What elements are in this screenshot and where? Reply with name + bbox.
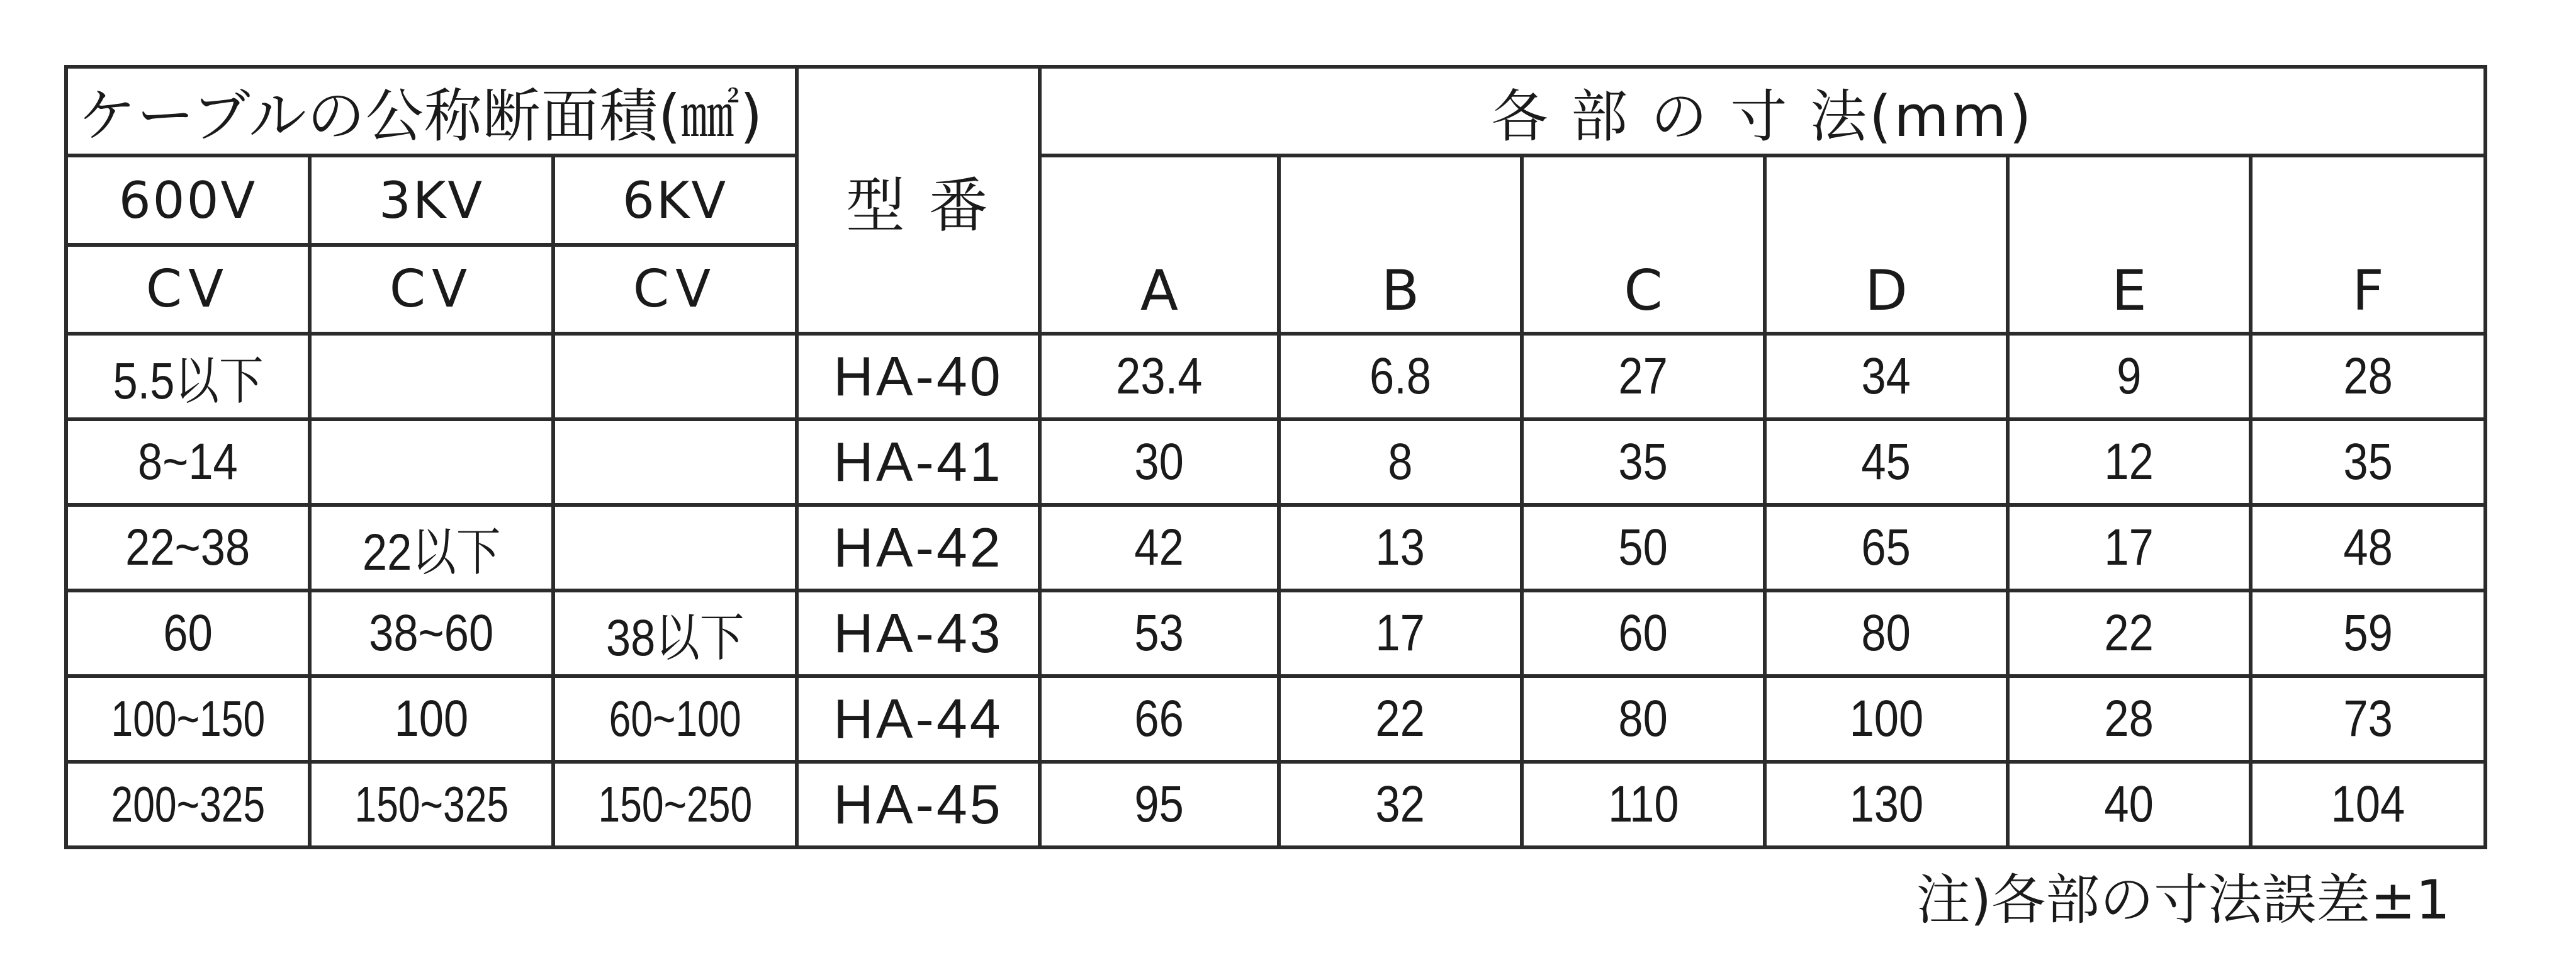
dim-col-a-header: A (1040, 155, 1279, 334)
cell-dim-a: 30 (1040, 419, 1279, 505)
cell-dim-d: 34 (1765, 334, 2008, 419)
cell-dim-c: 35 (1522, 419, 1765, 505)
cell-model: HA-45 (797, 762, 1040, 847)
cell-dim-b: 6.8 (1279, 334, 1522, 419)
cell-model: HA-41 (797, 419, 1040, 505)
cell-model: HA-44 (797, 676, 1040, 762)
cell-dim-b: 13 (1279, 505, 1522, 591)
cell-6kv: 150~250 (553, 762, 797, 847)
dim-col-f-header: F (2251, 155, 2485, 334)
tolerance-footnote: 注)各部の寸法誤差±1 (1916, 869, 2450, 932)
cell-dim-a: 23.4 (1040, 334, 1279, 419)
cell-dim-a: 66 (1040, 676, 1279, 762)
cell-dim-e: 9 (2008, 334, 2251, 419)
table-row (66, 676, 2485, 762)
voltage-6kv-header: 6KV (553, 155, 797, 245)
cell-600v: 22~38 (66, 505, 310, 591)
cell-3kv (310, 419, 553, 505)
cell-600v: 100~150 (66, 676, 310, 762)
cell-dim-c: 50 (1522, 505, 1765, 591)
cell-600v: 200~325 (66, 762, 310, 847)
cell-dim-f: 28 (2251, 334, 2485, 419)
cell-dim-e: 22 (2008, 591, 2251, 676)
cell-dim-e: 28 (2008, 676, 2251, 762)
cell-dim-d: 100 (1765, 676, 2008, 762)
model-number-header: 型 番 (797, 67, 1040, 334)
cell-dim-c: 60 (1522, 591, 1765, 676)
cell-dim-a: 42 (1040, 505, 1279, 591)
cell-6kv: 60~100 (553, 676, 797, 762)
cell-dim-f: 59 (2251, 591, 2485, 676)
cell-dim-f: 48 (2251, 505, 2485, 591)
dim-col-d-header: D (1765, 155, 2008, 334)
cell-dim-b: 17 (1279, 591, 1522, 676)
cell-dim-d: 130 (1765, 762, 2008, 847)
cell-dim-b: 32 (1279, 762, 1522, 847)
table-row (66, 419, 2485, 505)
dim-col-e-header: E (2008, 155, 2251, 334)
cell-dim-f: 73 (2251, 676, 2485, 762)
cable-type-600v: CV (66, 245, 310, 334)
table-row (66, 762, 2485, 847)
voltage-600v-header: 600V (66, 155, 310, 245)
cell-dim-f: 35 (2251, 419, 2485, 505)
cell-model: HA-40 (797, 334, 1040, 419)
cell-dim-c: 110 (1522, 762, 1765, 847)
cell-3kv (310, 334, 553, 419)
dimensions-header: 各 部 の 寸 法(mm) (1040, 67, 2485, 155)
cell-dim-e: 17 (2008, 505, 2251, 591)
cell-dim-b: 8 (1279, 419, 1522, 505)
cell-3kv: 150~325 (310, 762, 553, 847)
cell-dim-a: 53 (1040, 591, 1279, 676)
table-row (66, 505, 2485, 591)
table-row (66, 591, 2485, 676)
cell-6kv (553, 419, 797, 505)
dimension-table (64, 65, 2487, 849)
cell-600v: 5.5以下 (66, 334, 310, 419)
cable-area-header: ケーブルの公称断面積(㎟) (66, 67, 797, 155)
cell-dim-d: 45 (1765, 419, 2008, 505)
header-row-voltage (66, 155, 2485, 245)
cell-model: HA-43 (797, 591, 1040, 676)
voltage-3kv-header: 3KV (310, 155, 553, 245)
cell-dim-c: 80 (1522, 676, 1765, 762)
cable-type-6kv: CV (553, 245, 797, 334)
cell-dim-b: 22 (1279, 676, 1522, 762)
cell-6kv: 38以下 (553, 591, 797, 676)
cell-dim-e: 12 (2008, 419, 2251, 505)
cell-600v: 60 (66, 591, 310, 676)
dim-col-c-header: C (1522, 155, 1765, 334)
cell-dim-e: 40 (2008, 762, 2251, 847)
cell-dim-c: 27 (1522, 334, 1765, 419)
cell-dim-d: 80 (1765, 591, 2008, 676)
cell-3kv: 38~60 (310, 591, 553, 676)
cell-6kv (553, 334, 797, 419)
cell-dim-f: 104 (2251, 762, 2485, 847)
cell-6kv (553, 505, 797, 591)
header-row-top (66, 67, 2485, 155)
cell-600v: 8~14 (66, 419, 310, 505)
cell-model: HA-42 (797, 505, 1040, 591)
table-row (66, 334, 2485, 419)
cell-dim-a: 95 (1040, 762, 1279, 847)
cell-3kv: 22以下 (310, 505, 553, 591)
dim-col-b-header: B (1279, 155, 1522, 334)
cell-dim-d: 65 (1765, 505, 2008, 591)
cable-type-3kv: CV (310, 245, 553, 334)
cell-3kv: 100 (310, 676, 553, 762)
